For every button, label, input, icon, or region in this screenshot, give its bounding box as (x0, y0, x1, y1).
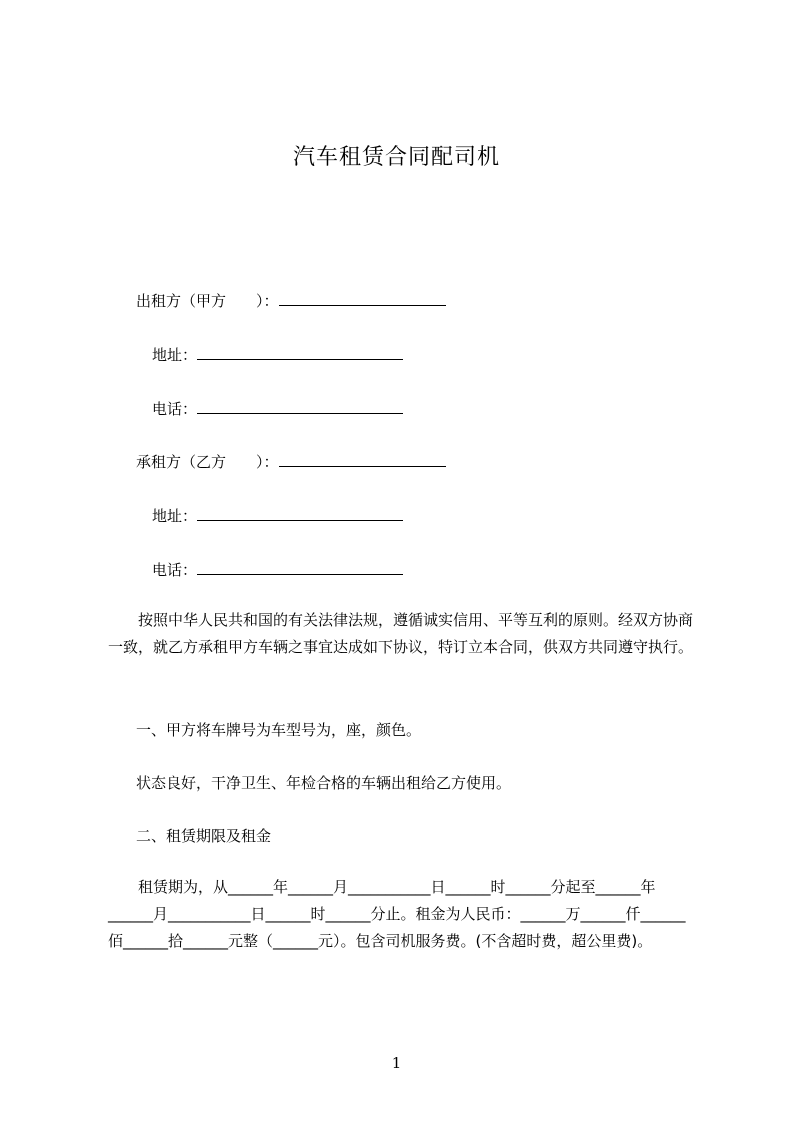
lessee-name-blank (279, 452, 446, 467)
lessor-name-blank (279, 291, 446, 306)
lessee-address-label: 地址： (152, 507, 198, 525)
lessee-address-blank (197, 506, 403, 521)
document-title: 汽车租赁合同配司机 (292, 145, 500, 170)
lessor-label: 出租方（甲方 ）： (136, 292, 279, 310)
lessee-phone-blank (197, 560, 403, 575)
lessor-phone-blank (197, 399, 403, 414)
lessor-phone-label: 电话： (152, 400, 198, 418)
lessee-line (136, 452, 446, 472)
lessee-phone-line (152, 560, 403, 580)
preamble-paragraph: 按照中华人民共和国的有关法律法规，遵循诚实信用、平等互利的原则。经双方协商一致，就乙方承租甲方车辆之事宜达成如下协议，特订立本合同，供双方共同遵守执行。 (108, 611, 694, 656)
lessee-address-line (152, 506, 403, 526)
lessee-label: 承租方（乙方 ）： (136, 453, 279, 471)
lessor-address-blank (197, 345, 403, 360)
lessor-address-label: 地址： (152, 346, 198, 364)
clause-1-continuation: 状态良好，干净卫生、年检合格的车辆出租给乙方使用。 (136, 774, 512, 792)
clause-2-body: 租赁期为，从______年______月___________日______时______分起至______年______月___________日______时______分止。租金为人民币：______万______仟______佰______拾______元整（______元）。包含司机服务费。(不含超时费，超公里费)。 (108, 878, 686, 950)
lessor-phone-line (152, 399, 403, 419)
page-number: 1 (391, 1054, 402, 1072)
lessee-phone-label: 电话： (152, 561, 198, 579)
lessor-address-line (152, 345, 403, 365)
clause-1: 一、甲方将车牌号为车型号为，座，颜色。 (136, 721, 422, 739)
clause-2-heading: 二、租赁期限及租金 (136, 827, 272, 845)
lessor-line (136, 291, 446, 311)
